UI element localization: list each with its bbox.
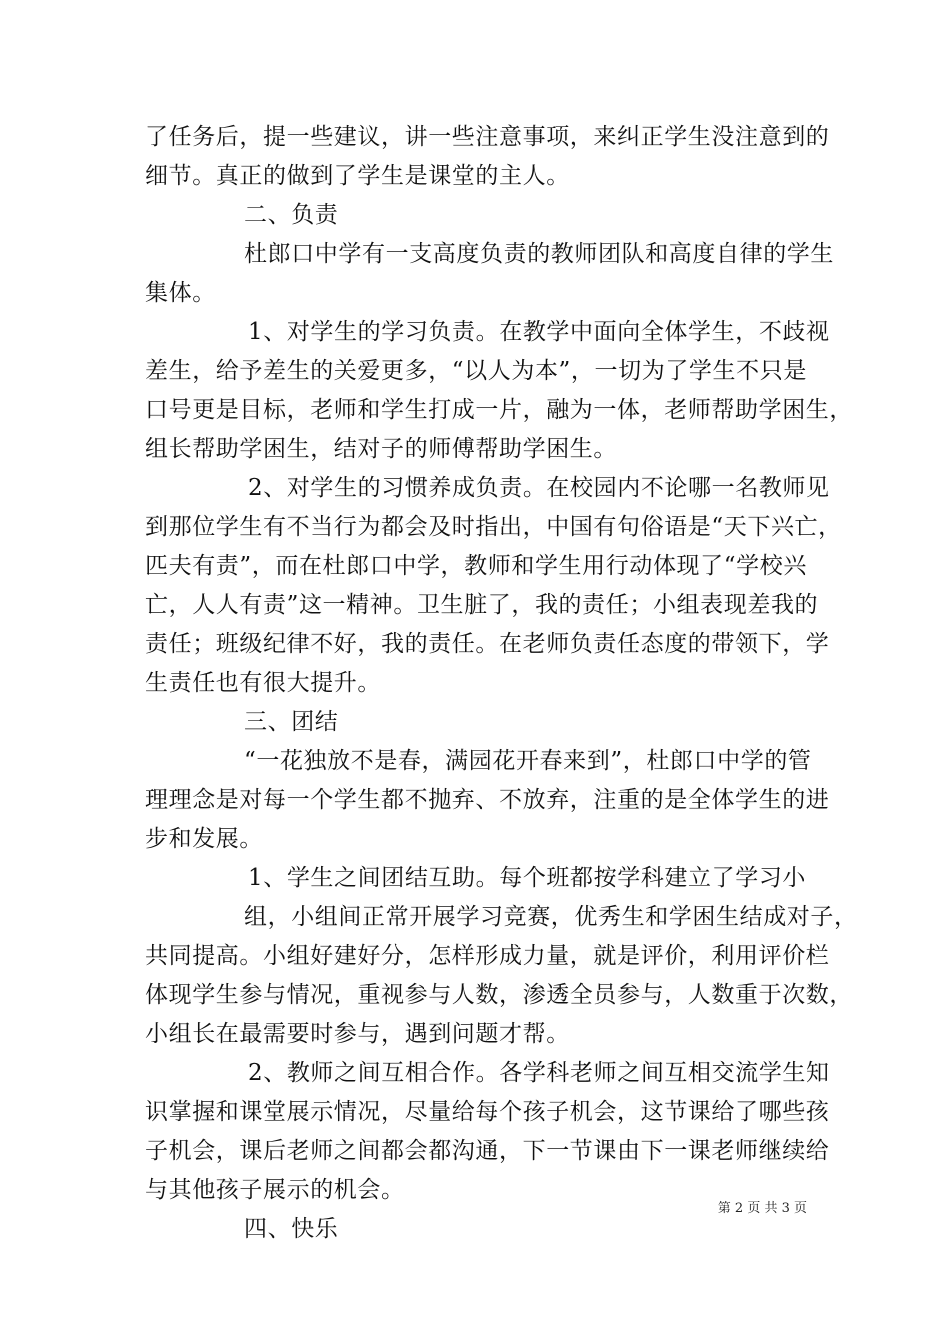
text-line: 理理念是对每一个学生都不抛弃、不放弃，注重的是全体学生的进 <box>145 787 830 813</box>
paragraph-first-line: 杜郎口中学有一支高度负责的教师团队和高度自律的学生 <box>244 241 834 267</box>
text-line: 步和发展。 <box>145 826 263 852</box>
text-line: 细节。真正的做到了学生是课堂的主人。 <box>145 163 570 189</box>
text-line: 识掌握和课堂展示情况，尽量给每个孩子机会，这节课给了哪些孩 <box>145 1099 830 1125</box>
text-line: 组，小组间正常开展学习竞赛，优秀生和学困生结成对子， <box>244 904 858 930</box>
text-line: 到那位学生有不当行为都会及时指出，中国有句俗语是“天下兴亡， <box>145 514 842 540</box>
text-line: 集体。 <box>145 280 216 306</box>
text-line: 共同提高。小组好建好分，怎样形成力量，就是评价，利用评价栏 <box>145 943 830 969</box>
text-line: 体现学生参与情况，重视参与人数，渗透全员参与，人数重于次数， <box>145 982 853 1008</box>
document-body <box>145 118 858 1249</box>
text-line: 责任；班级纪律不好，我的责任。在老师负责任态度的带领下，学 <box>145 631 830 657</box>
list-item-line: 1、对学生的学习负责。在教学中面向全体学生，不歧视 <box>248 319 830 345</box>
text-line: 匹夫有责”，而在杜郎口中学，教师和学生用行动体现了“学校兴 <box>145 553 807 579</box>
list-item-line: 2、教师之间互相合作。各学科老师之间互相交流学生知 <box>248 1060 830 1086</box>
section-heading: 三、团结 <box>244 709 339 735</box>
paragraph-first-line: “一花独放不是春，满园花开春来到”，杜郎口中学的管 <box>244 748 812 774</box>
text-line: 了任务后，提一些建议，讲一些注意事项，来纠正学生没注意到的 <box>145 124 830 150</box>
text-line: 组长帮助学困生，结对子的师傅帮助学困生。 <box>145 436 617 462</box>
text-line: 子机会，课后老师之间都会都沟通，下一节课由下一课老师继续给 <box>145 1138 830 1164</box>
text-line: 与其他孩子展示的机会。 <box>145 1177 405 1203</box>
text-line: 生责任也有很大提升。 <box>145 670 381 696</box>
text-line: 小组长在最需要时参与，遇到问题才帮。 <box>145 1021 570 1047</box>
text-line: 口号更是目标，老师和学生打成一片，融为一体，老师帮助学困生， <box>145 397 853 423</box>
text-line: 亡，人人有责”这一精神。卫生脏了，我的责任；小组表现差我的 <box>145 592 819 618</box>
list-item-line: 2、对学生的习惯养成负责。在校园内不论哪一名教师见 <box>248 475 830 501</box>
section-heading: 四、快乐 <box>244 1216 339 1242</box>
list-item-line: 1、学生之间团结互助。每个班都按学科建立了学习小 <box>248 865 807 891</box>
page-number-footer: 第 2 页 共 3 页 <box>717 1201 807 1216</box>
text-line: 差生，给予差生的关爱更多，“以人为本”，一切为了学生不只是 <box>145 358 807 384</box>
section-heading: 二、负责 <box>244 202 339 228</box>
